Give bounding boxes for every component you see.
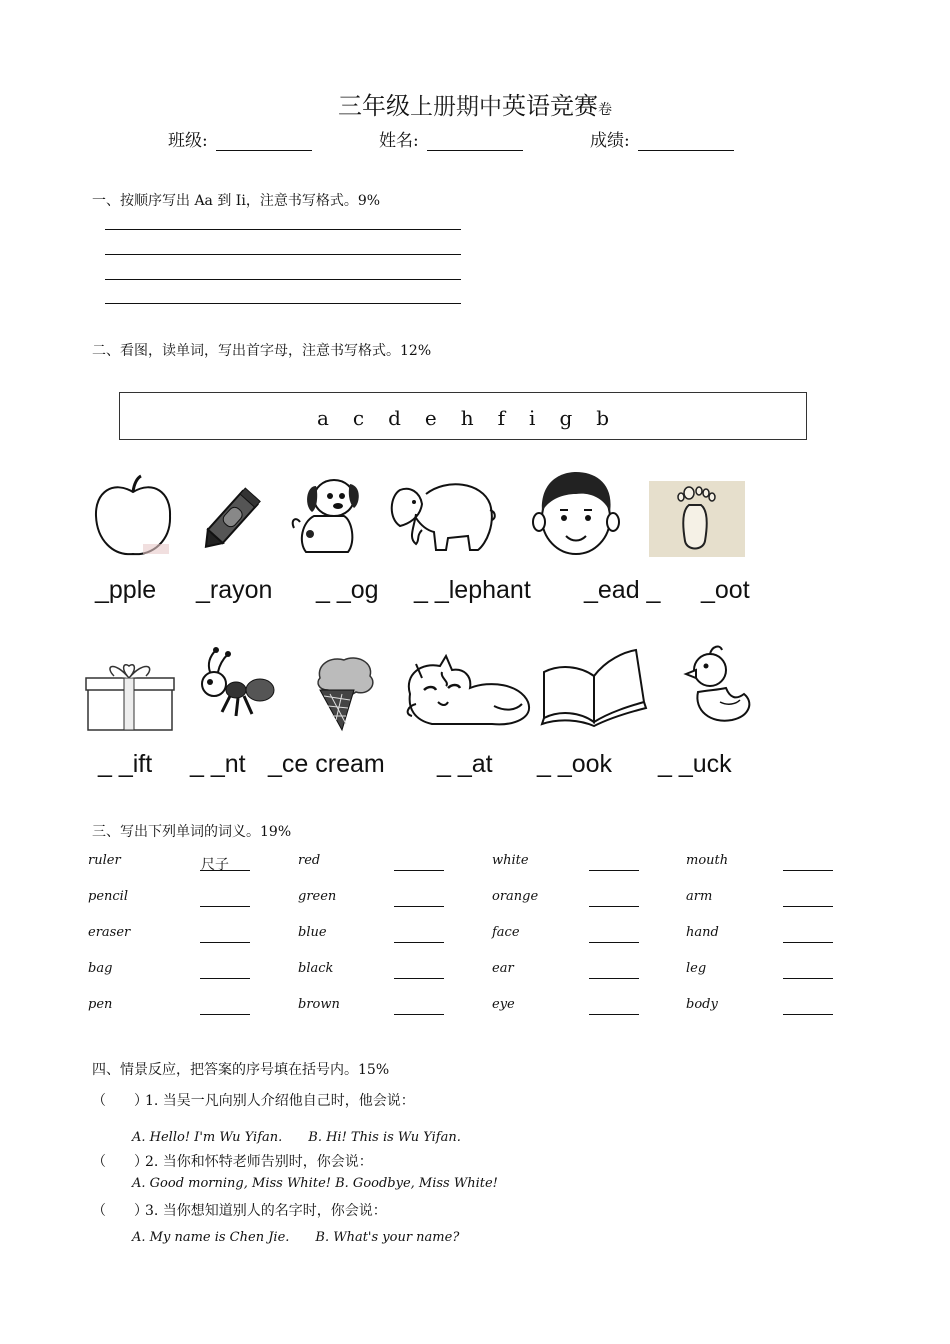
vocab-word: eye	[492, 997, 515, 1012]
word-dog: _ _og	[316, 576, 379, 604]
question-1-options: A. Hello! I'm Wu Yifan. B. Hi! This is Wu Yifan.	[132, 1130, 461, 1145]
class-label: 班级:	[168, 131, 208, 151]
writing-line[interactable]	[105, 279, 461, 280]
score-blank[interactable]	[638, 132, 734, 151]
word-ant: _ _nt	[190, 750, 246, 778]
vocab-word: face	[492, 925, 520, 940]
vocab-word: pencil	[88, 889, 128, 904]
writing-line[interactable]	[105, 254, 461, 255]
score-label: 成绩:	[590, 131, 630, 151]
ice-cream-picture	[312, 654, 382, 732]
answer-blank[interactable]	[589, 978, 639, 979]
apple-picture	[93, 474, 173, 558]
title-part-term: 上册期中	[410, 94, 502, 120]
word-duck: _ _uck	[658, 750, 732, 778]
answer-blank[interactable]	[200, 978, 250, 979]
book-picture	[540, 646, 648, 728]
score-field	[590, 126, 734, 151]
question-2-options: A. Good morning, Miss White! B. Goodbye, Miss White!	[132, 1176, 498, 1191]
answer-blank[interactable]	[783, 978, 833, 979]
answer-blank[interactable]	[589, 942, 639, 943]
class-field	[168, 126, 312, 151]
word-head: _ead _	[584, 576, 661, 604]
answer-blank[interactable]	[200, 1014, 250, 1015]
vocab-word: arm	[686, 889, 713, 904]
vocab-word: orange	[492, 889, 539, 904]
word-book: _ _ook	[537, 750, 613, 778]
title-part-grade: 三年级	[338, 92, 410, 120]
answer-blank[interactable]	[394, 870, 444, 871]
gift-picture	[84, 656, 176, 734]
vocab-word: brown	[298, 997, 340, 1012]
answer-blank[interactable]	[200, 870, 250, 871]
vocab-word: ruler	[88, 853, 121, 868]
answer-blank[interactable]	[394, 978, 444, 979]
letter-item: f	[497, 406, 506, 430]
section3-heading: 三、写出下列单词的词义。19%	[92, 824, 292, 840]
letter-item: i	[529, 406, 536, 430]
word-gift: _ _ift	[98, 750, 153, 778]
letter-item: c	[352, 406, 365, 430]
sample-answer: 尺子	[201, 857, 229, 873]
answer-blank[interactable]	[783, 942, 833, 943]
vocab-word: black	[298, 961, 334, 976]
letter-list	[120, 406, 806, 430]
title-part-contest: 英语竞赛	[502, 92, 598, 120]
word-apple: _pple	[95, 576, 157, 604]
word-cat: _ _at	[437, 750, 493, 778]
vocab-word: green	[298, 889, 337, 904]
answer-blank[interactable]	[783, 1014, 833, 1015]
ant-picture	[196, 646, 280, 726]
vocab-word: leg	[686, 961, 707, 976]
answer-parenthesis[interactable]: （ ）	[92, 1203, 148, 1219]
writing-line[interactable]	[105, 303, 461, 304]
letter-item: g	[559, 406, 573, 430]
name-field	[379, 126, 523, 151]
elephant-picture	[386, 474, 498, 556]
vocab-word: mouth	[686, 853, 729, 868]
vocab-word: eraser	[88, 925, 131, 940]
name-blank[interactable]	[427, 132, 523, 151]
vocab-word: pen	[88, 997, 113, 1012]
vocab-word: bag	[88, 961, 113, 976]
page-title	[0, 86, 950, 121]
letter-item: b	[596, 406, 610, 430]
name-label: 姓名:	[379, 131, 419, 151]
answer-blank[interactable]	[394, 906, 444, 907]
head-picture	[530, 468, 622, 558]
answer-blank[interactable]	[783, 906, 833, 907]
answer-blank[interactable]	[200, 942, 250, 943]
question-3-options: A. My name is Chen Jie. B. What's your name?	[132, 1230, 460, 1245]
question-2: 2. 当你和怀特老师告别时，你会说：	[145, 1154, 373, 1170]
letter-item: e	[424, 406, 437, 430]
answer-blank[interactable]	[200, 906, 250, 907]
vocab-word: ear	[492, 961, 514, 976]
title-part-paper: 卷	[598, 102, 612, 118]
section4-heading: 四、情景反应，把答案的序号填在括号内。15%	[92, 1062, 390, 1078]
duck-picture	[680, 640, 760, 730]
answer-blank[interactable]	[589, 906, 639, 907]
word-ice-cream: _ce cream	[268, 750, 385, 778]
vocab-word: white	[492, 853, 529, 868]
section1-heading: 一、按顺序写出 Aa 到 Ii，注意书写格式。9%	[92, 193, 381, 209]
answer-blank[interactable]	[783, 870, 833, 871]
dog-picture	[288, 472, 368, 558]
letter-item: h	[460, 406, 474, 430]
answer-parenthesis[interactable]: （ ）	[92, 1093, 148, 1109]
answer-blank[interactable]	[589, 870, 639, 871]
question-3: 3. 当你想知道别人的名字时，你会说：	[145, 1203, 387, 1219]
crayon-picture	[190, 480, 270, 558]
letter-item: d	[388, 406, 401, 430]
class-blank[interactable]	[216, 132, 312, 151]
answer-blank[interactable]	[589, 1014, 639, 1015]
answer-blank[interactable]	[394, 1014, 444, 1015]
vocab-word: hand	[686, 925, 719, 940]
foot-picture	[649, 481, 745, 557]
word-foot: _oot	[701, 576, 750, 604]
cat-picture	[402, 654, 534, 732]
answer-blank[interactable]	[394, 942, 444, 943]
vocab-word: body	[686, 997, 718, 1012]
word-crayon: _rayon	[196, 576, 273, 604]
letter-item: a	[316, 406, 329, 430]
vocab-word: blue	[298, 925, 327, 940]
writing-line[interactable]	[105, 229, 461, 230]
answer-parenthesis[interactable]: （ ）	[92, 1154, 148, 1170]
question-1: 1. 当吴一凡向别人介绍他自己时，他会说：	[145, 1093, 415, 1109]
letter-box	[119, 392, 807, 440]
word-elephant: _ _lephant	[414, 576, 531, 604]
vocab-word: red	[298, 853, 321, 868]
section2-heading: 二、看图，读单词，写出首字母，注意书写格式。12%	[92, 343, 432, 359]
